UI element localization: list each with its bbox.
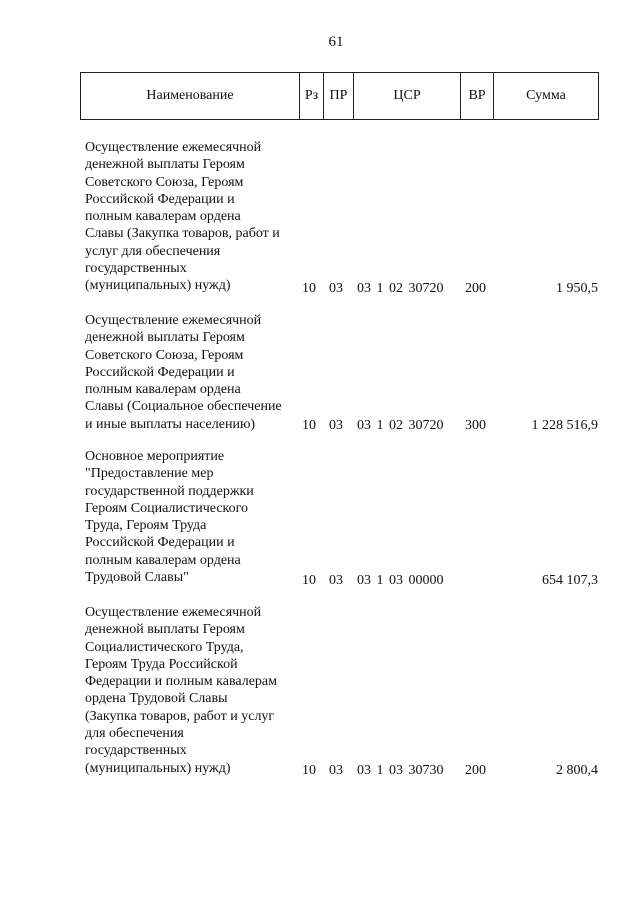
row-name: Осуществление ежемесячной денежной выплаты Героям Советского Союза, Героям Российской Федерации и полным кавалерам ордена Славы (Социальное обеспечение и иные выплаты населению): [85, 313, 282, 432]
row-csr: 03 1 02 30720: [357, 280, 444, 296]
header-name: Наименование: [81, 73, 300, 119]
table-header: [80, 72, 599, 120]
row-rz: 10: [302, 417, 316, 433]
row-name: Основное мероприятие "Предоставление мер государственной поддержки Героям Социалистического Труда, Героям Труда Российской Федерации и полным кавалерам ордена Трудовой Славы": [85, 449, 254, 586]
row-sum: 1 950,5: [556, 280, 598, 296]
row-vr: 200: [465, 280, 486, 296]
row-pr: 03: [329, 762, 343, 778]
row-rz: 10: [302, 762, 316, 778]
table-row: [0, 312, 640, 434]
header-vr: ВР: [461, 73, 494, 119]
row-csr: 03 1 03 00000: [357, 572, 444, 588]
table-row: [0, 139, 640, 297]
row-pr: 03: [329, 280, 343, 296]
header-csr: ЦСР: [354, 73, 461, 119]
row-csr: 03 1 02 30720: [357, 417, 444, 433]
row-vr: 300: [465, 417, 486, 433]
row-vr: 200: [465, 762, 486, 778]
row-pr: 03: [329, 572, 343, 588]
table-row: [0, 448, 640, 589]
row-sum: 1 228 516,9: [531, 417, 598, 433]
row-rz: 10: [302, 572, 316, 588]
table-row: [0, 604, 640, 779]
row-csr: 03 1 03 30730: [357, 762, 444, 778]
row-name: Осуществление ежемесячной денежной выплаты Героям Советского Союза, Героям Российской Федерации и полным кавалерам ордена Славы (Закупка товаров, работ и услуг для обеспечения государственных (муниципальных) нужд): [85, 140, 280, 294]
header-pr: ПР: [324, 73, 354, 119]
page-number: 61: [328, 34, 344, 50]
row-sum: 2 800,4: [556, 762, 598, 778]
header-rz: Рз: [300, 73, 324, 119]
header-sum: Сумма: [526, 88, 566, 103]
row-name: Осуществление ежемесячной денежной выплаты Героям Социалистического Труда, Героям Труда Российской Федерации и полным кавалерам ордена Трудовой Славы (Закупка товаров, работ и услуг для обеспечения государственных (муниципальных) нужд): [85, 605, 278, 776]
row-rz: 10: [302, 280, 316, 296]
row-sum: 654 107,3: [542, 572, 598, 588]
row-pr: 03: [329, 417, 343, 433]
